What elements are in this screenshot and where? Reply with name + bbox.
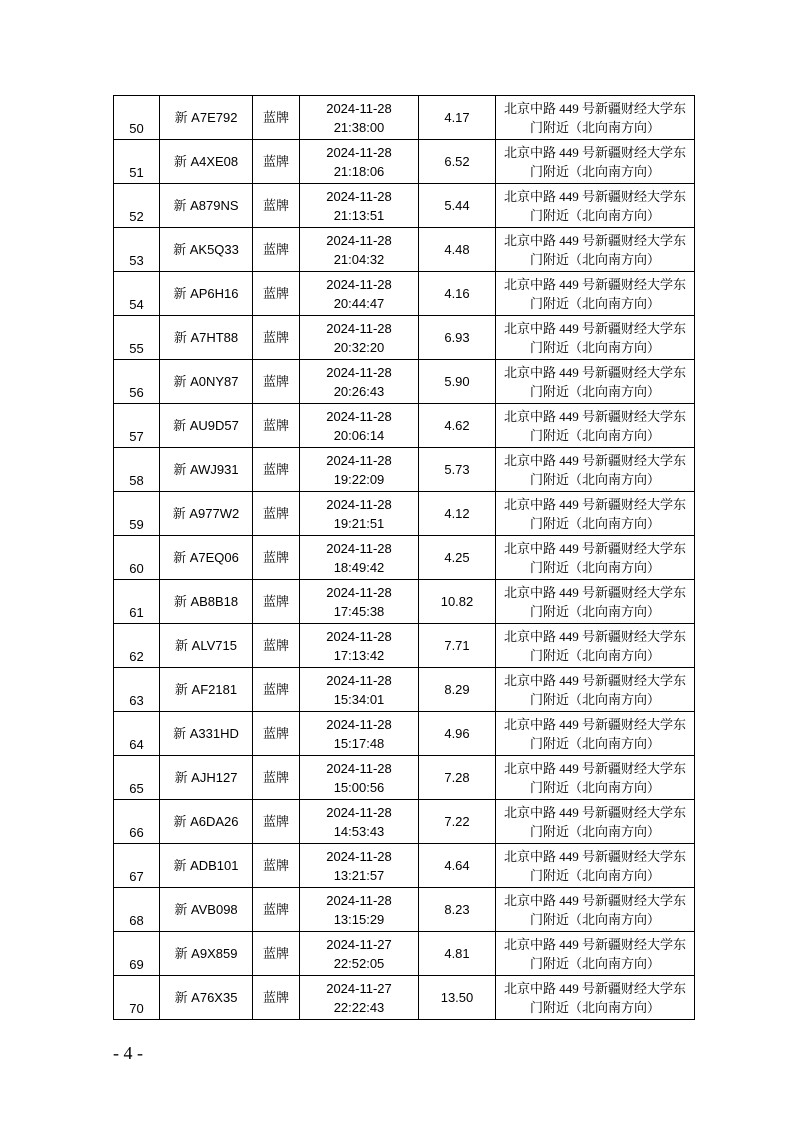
plate-number-cell: 新 A6DA26: [160, 800, 253, 844]
location-cell: [496, 140, 695, 184]
plate-number-cell: 新 ADB101: [160, 844, 253, 888]
datetime-cell: [300, 932, 419, 976]
row-index-cell: 63: [114, 668, 160, 712]
location-line-2: 门附近（北向南方向）: [529, 691, 660, 707]
location-line-1: 北京中路 449 号新疆财经大学东: [503, 584, 686, 600]
value-cell: 5.73: [419, 448, 496, 492]
location-cell: [496, 448, 695, 492]
plate-number-cell: 新 A0NY87: [160, 360, 253, 404]
location-cell: [496, 580, 695, 624]
datetime-line-2: 19:22:09: [333, 471, 385, 487]
plate-number-cell: 新 AJH127: [160, 756, 253, 800]
location-line-1: 北京中路 449 号新疆财经大学东: [503, 452, 686, 468]
plate-number-cell: 新 A879NS: [160, 184, 253, 228]
value-cell: 6.52: [419, 140, 496, 184]
plate-type-cell: 蓝牌: [253, 844, 300, 888]
table-row: [114, 756, 695, 800]
table-row: [114, 668, 695, 712]
location-line-1: 北京中路 449 号新疆财经大学东: [503, 892, 686, 908]
location-line-1: 北京中路 449 号新疆财经大学东: [503, 320, 686, 336]
value-cell: 7.28: [419, 756, 496, 800]
plate-type-cell: 蓝牌: [253, 316, 300, 360]
plate-number-cell: 新 A977W2: [160, 492, 253, 536]
value-cell: 4.62: [419, 404, 496, 448]
value-cell: 5.90: [419, 360, 496, 404]
datetime-line-2: 14:53:43: [333, 823, 385, 839]
row-index-cell: 60: [114, 536, 160, 580]
datetime-line-1: 2024-11-28: [326, 364, 392, 380]
location-line-1: 北京中路 449 号新疆财经大学东: [503, 408, 686, 424]
plate-number-cell: 新 AP6H16: [160, 272, 253, 316]
datetime-line-2: 22:52:05: [333, 955, 385, 971]
plate-type-cell: 蓝牌: [253, 404, 300, 448]
row-index-cell: 55: [114, 316, 160, 360]
table-row: [114, 96, 695, 140]
row-index-cell: 54: [114, 272, 160, 316]
value-cell: 4.16: [419, 272, 496, 316]
datetime-cell: [300, 668, 419, 712]
location-line-2: 门附近（北向南方向）: [529, 559, 660, 575]
page-number: - 4 -: [113, 1043, 143, 1063]
datetime-line-2: 18:49:42: [333, 559, 385, 575]
plate-number-cell: 新 AWJ931: [160, 448, 253, 492]
value-cell: 7.22: [419, 800, 496, 844]
datetime-line-2: 20:26:43: [333, 383, 385, 399]
value-cell: 4.96: [419, 712, 496, 756]
datetime-line-1: 2024-11-28: [326, 276, 392, 292]
location-line-2: 门附近（北向南方向）: [529, 427, 660, 443]
location-line-1: 北京中路 449 号新疆财经大学东: [503, 628, 686, 644]
datetime-line-2: 20:44:47: [333, 295, 385, 311]
plate-number-cell: 新 ALV715: [160, 624, 253, 668]
row-index-cell: 52: [114, 184, 160, 228]
plate-type-cell: 蓝牌: [253, 932, 300, 976]
plate-number-cell: 新 AVB098: [160, 888, 253, 932]
datetime-cell: [300, 316, 419, 360]
value-cell: 5.44: [419, 184, 496, 228]
row-index-cell: 53: [114, 228, 160, 272]
location-line-1: 北京中路 449 号新疆财经大学东: [503, 936, 686, 952]
row-index-cell: 65: [114, 756, 160, 800]
row-index-cell: 62: [114, 624, 160, 668]
location-cell: [496, 844, 695, 888]
datetime-line-2: 19:21:51: [333, 515, 385, 531]
location-line-2: 门附近（北向南方向）: [529, 207, 660, 223]
datetime-cell: [300, 888, 419, 932]
datetime-line-2: 17:13:42: [333, 647, 385, 663]
row-index-cell: 66: [114, 800, 160, 844]
row-index-cell: 50: [114, 96, 160, 140]
value-cell: 4.48: [419, 228, 496, 272]
location-line-2: 门附近（北向南方向）: [529, 603, 660, 619]
value-cell: 4.81: [419, 932, 496, 976]
table-row: [114, 360, 695, 404]
location-line-1: 北京中路 449 号新疆财经大学东: [503, 804, 686, 820]
table-row: [114, 712, 695, 756]
location-cell: [496, 184, 695, 228]
table-row: [114, 932, 695, 976]
datetime-line-1: 2024-11-28: [326, 144, 392, 160]
location-line-1: 北京中路 449 号新疆财经大学东: [503, 760, 686, 776]
location-cell: [496, 932, 695, 976]
datetime-line-1: 2024-11-28: [326, 452, 392, 468]
plate-type-cell: 蓝牌: [253, 96, 300, 140]
location-cell: [496, 492, 695, 536]
row-index-cell: 69: [114, 932, 160, 976]
datetime-line-2: 21:13:51: [333, 207, 385, 223]
location-cell: [496, 756, 695, 800]
plate-type-cell: 蓝牌: [253, 580, 300, 624]
location-line-1: 北京中路 449 号新疆财经大学东: [503, 672, 686, 688]
datetime-line-1: 2024-11-27: [326, 936, 392, 952]
datetime-line-2: 20:32:20: [333, 339, 385, 355]
location-cell: [496, 404, 695, 448]
datetime-line-1: 2024-11-28: [326, 804, 392, 820]
table-row: [114, 272, 695, 316]
plate-number-cell: 新 AK5Q33: [160, 228, 253, 272]
plate-type-cell: 蓝牌: [253, 360, 300, 404]
value-cell: 7.71: [419, 624, 496, 668]
table-row: [114, 624, 695, 668]
row-index-cell: 56: [114, 360, 160, 404]
datetime-cell: [300, 492, 419, 536]
value-cell: 4.25: [419, 536, 496, 580]
value-cell: 8.23: [419, 888, 496, 932]
location-cell: [496, 624, 695, 668]
table-row: [114, 184, 695, 228]
location-line-2: 门附近（北向南方向）: [529, 867, 660, 883]
location-line-1: 北京中路 449 号新疆财经大学东: [503, 496, 686, 512]
value-cell: 8.29: [419, 668, 496, 712]
location-cell: [496, 536, 695, 580]
plate-type-cell: 蓝牌: [253, 668, 300, 712]
plate-number-cell: 新 AF2181: [160, 668, 253, 712]
table-row: [114, 844, 695, 888]
datetime-line-1: 2024-11-28: [326, 672, 392, 688]
location-line-1: 北京中路 449 号新疆财经大学东: [503, 540, 686, 556]
row-index-cell: 57: [114, 404, 160, 448]
value-cell: 6.93: [419, 316, 496, 360]
location-cell: [496, 96, 695, 140]
table-row: [114, 404, 695, 448]
datetime-cell: [300, 184, 419, 228]
datetime-line-2: 15:17:48: [333, 735, 385, 751]
datetime-line-1: 2024-11-28: [326, 628, 392, 644]
value-cell: 4.12: [419, 492, 496, 536]
datetime-line-1: 2024-11-28: [326, 584, 392, 600]
location-line-2: 门附近（北向南方向）: [529, 295, 660, 311]
plate-type-cell: 蓝牌: [253, 756, 300, 800]
location-line-1: 北京中路 449 号新疆财经大学东: [503, 232, 686, 248]
plate-type-cell: 蓝牌: [253, 888, 300, 932]
table-row: [114, 492, 695, 536]
datetime-line-1: 2024-11-28: [326, 892, 392, 908]
value-cell: 4.64: [419, 844, 496, 888]
location-line-2: 门附近（北向南方向）: [529, 163, 660, 179]
location-line-1: 北京中路 449 号新疆财经大学东: [503, 100, 686, 116]
location-line-2: 门附近（北向南方向）: [529, 823, 660, 839]
table-row: [114, 228, 695, 272]
plate-type-cell: 蓝牌: [253, 536, 300, 580]
location-cell: [496, 800, 695, 844]
datetime-line-2: 20:06:14: [333, 427, 385, 443]
datetime-cell: [300, 976, 419, 1020]
datetime-cell: [300, 712, 419, 756]
datetime-line-2: 22:22:43: [333, 999, 385, 1015]
datetime-cell: [300, 844, 419, 888]
datetime-line-1: 2024-11-28: [326, 232, 392, 248]
location-line-1: 北京中路 449 号新疆财经大学东: [503, 144, 686, 160]
plate-number-cell: 新 A4XE08: [160, 140, 253, 184]
datetime-cell: [300, 140, 419, 184]
plate-type-cell: 蓝牌: [253, 228, 300, 272]
plate-number-cell: 新 AU9D57: [160, 404, 253, 448]
datetime-line-1: 2024-11-28: [326, 320, 392, 336]
value-cell: 13.50: [419, 976, 496, 1020]
datetime-cell: [300, 404, 419, 448]
row-index-cell: 70: [114, 976, 160, 1020]
plate-type-cell: 蓝牌: [253, 712, 300, 756]
datetime-cell: [300, 580, 419, 624]
datetime-cell: [300, 360, 419, 404]
datetime-cell: [300, 272, 419, 316]
table-row: [114, 140, 695, 184]
row-index-cell: 51: [114, 140, 160, 184]
value-cell: 4.17: [419, 96, 496, 140]
table-row: [114, 448, 695, 492]
datetime-line-2: 13:15:29: [333, 911, 385, 927]
location-cell: [496, 712, 695, 756]
location-cell: [496, 316, 695, 360]
datetime-line-2: 21:18:06: [333, 163, 385, 179]
location-line-1: 北京中路 449 号新疆财经大学东: [503, 980, 686, 996]
plate-number-cell: 新 A7HT88: [160, 316, 253, 360]
location-line-2: 门附近（北向南方向）: [529, 779, 660, 795]
location-line-1: 北京中路 449 号新疆财经大学东: [503, 848, 686, 864]
datetime-line-2: 21:04:32: [333, 251, 385, 267]
location-line-1: 北京中路 449 号新疆财经大学东: [503, 276, 686, 292]
location-line-2: 门附近（北向南方向）: [529, 383, 660, 399]
datetime-line-1: 2024-11-28: [326, 716, 392, 732]
plate-number-cell: 新 A7E792: [160, 96, 253, 140]
datetime-cell: [300, 536, 419, 580]
datetime-cell: [300, 96, 419, 140]
table-row: [114, 800, 695, 844]
location-line-2: 门附近（北向南方向）: [529, 911, 660, 927]
datetime-line-2: 15:00:56: [333, 779, 385, 795]
plate-type-cell: 蓝牌: [253, 800, 300, 844]
location-line-1: 北京中路 449 号新疆财经大学东: [503, 364, 686, 380]
row-index-cell: 61: [114, 580, 160, 624]
plate-type-cell: 蓝牌: [253, 624, 300, 668]
location-line-2: 门附近（北向南方向）: [529, 471, 660, 487]
datetime-line-1: 2024-11-28: [326, 496, 392, 512]
plate-type-cell: 蓝牌: [253, 492, 300, 536]
location-cell: [496, 888, 695, 932]
table-row: [114, 888, 695, 932]
violation-records-table: [113, 95, 695, 1020]
row-index-cell: 67: [114, 844, 160, 888]
location-line-2: 门附近（北向南方向）: [529, 735, 660, 751]
datetime-line-1: 2024-11-28: [326, 848, 392, 864]
table-row: [114, 536, 695, 580]
plate-type-cell: 蓝牌: [253, 448, 300, 492]
location-cell: [496, 272, 695, 316]
plate-number-cell: 新 AB8B18: [160, 580, 253, 624]
datetime-line-1: 2024-11-28: [326, 408, 392, 424]
plate-number-cell: 新 A76X35: [160, 976, 253, 1020]
location-line-2: 门附近（北向南方向）: [529, 647, 660, 663]
location-line-2: 门附近（北向南方向）: [529, 999, 660, 1015]
datetime-line-2: 13:21:57: [333, 867, 385, 883]
location-cell: [496, 976, 695, 1020]
row-index-cell: 64: [114, 712, 160, 756]
table-body: [114, 96, 695, 1020]
plate-type-cell: 蓝牌: [253, 140, 300, 184]
datetime-line-1: 2024-11-28: [326, 100, 392, 116]
plate-number-cell: 新 A331HD: [160, 712, 253, 756]
datetime-line-2: 21:38:00: [333, 119, 385, 135]
plate-number-cell: 新 A9X859: [160, 932, 253, 976]
location-line-2: 门附近（北向南方向）: [529, 515, 660, 531]
table-row: [114, 976, 695, 1020]
plate-type-cell: 蓝牌: [253, 976, 300, 1020]
location-cell: [496, 228, 695, 272]
row-index-cell: 58: [114, 448, 160, 492]
plate-type-cell: 蓝牌: [253, 184, 300, 228]
location-line-2: 门附近（北向南方向）: [529, 955, 660, 971]
datetime-line-1: 2024-11-28: [326, 188, 392, 204]
datetime-line-2: 15:34:01: [333, 691, 385, 707]
location-line-2: 门附近（北向南方向）: [529, 251, 660, 267]
location-line-2: 门附近（北向南方向）: [529, 119, 660, 135]
datetime-line-1: 2024-11-28: [326, 540, 392, 556]
location-line-1: 北京中路 449 号新疆财经大学东: [503, 188, 686, 204]
datetime-cell: [300, 448, 419, 492]
location-line-1: 北京中路 449 号新疆财经大学东: [503, 716, 686, 732]
datetime-cell: [300, 800, 419, 844]
datetime-cell: [300, 756, 419, 800]
value-cell: 10.82: [419, 580, 496, 624]
datetime-line-1: 2024-11-27: [326, 980, 392, 996]
plate-number-cell: 新 A7EQ06: [160, 536, 253, 580]
location-cell: [496, 360, 695, 404]
location-line-2: 门附近（北向南方向）: [529, 339, 660, 355]
location-cell: [496, 668, 695, 712]
datetime-line-2: 17:45:38: [333, 603, 385, 619]
table-row: [114, 580, 695, 624]
datetime-line-1: 2024-11-28: [326, 760, 392, 776]
datetime-cell: [300, 228, 419, 272]
table-row: [114, 316, 695, 360]
row-index-cell: 68: [114, 888, 160, 932]
datetime-cell: [300, 624, 419, 668]
plate-type-cell: 蓝牌: [253, 272, 300, 316]
row-index-cell: 59: [114, 492, 160, 536]
